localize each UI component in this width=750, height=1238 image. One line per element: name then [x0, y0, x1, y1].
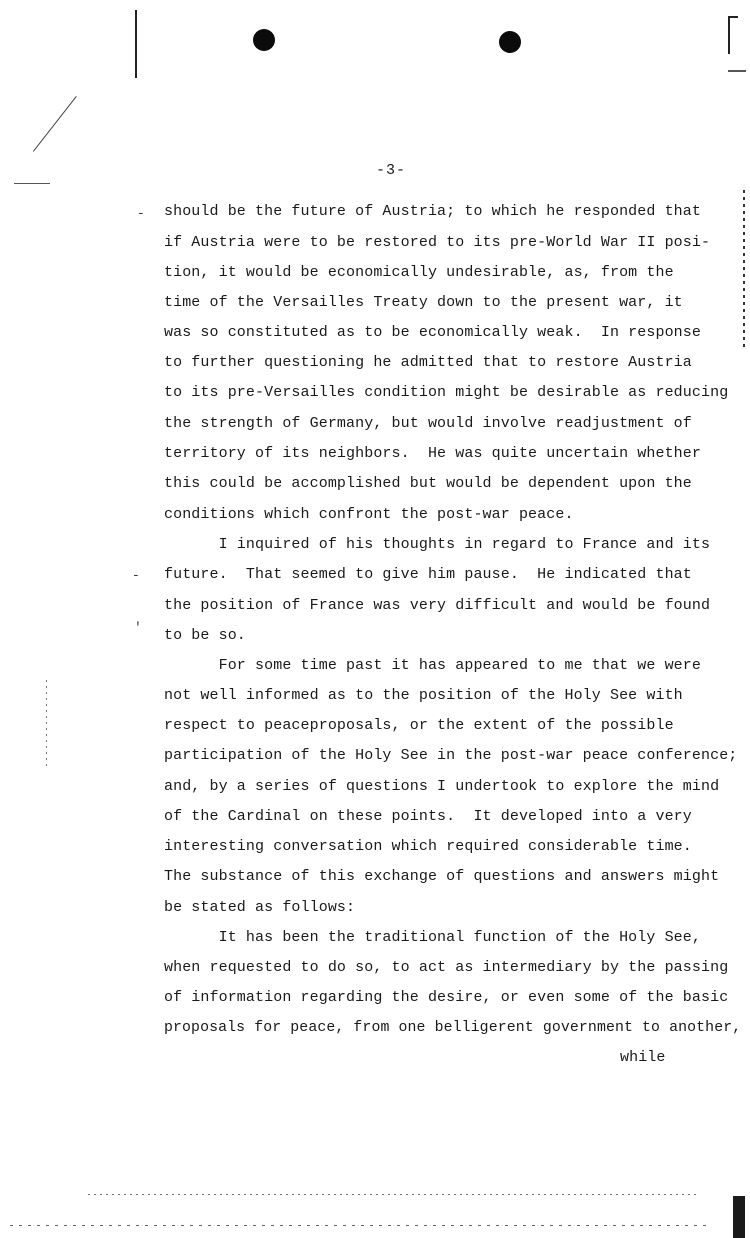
- text-line: future. That seemed to give him pause. He indicated that: [164, 566, 692, 583]
- text-line: was so constituted as to be economically weak. In response: [164, 324, 701, 341]
- text-line: to further questioning he admitted that to restore Austria: [164, 354, 692, 371]
- punch-hole-left: [253, 29, 275, 51]
- text-line: participation of the Holy See in the post-war peace conference;: [164, 747, 738, 764]
- margin-mark: -: [132, 568, 140, 583]
- text-line: respect to peaceproposals, or the extent of the possible: [164, 717, 674, 734]
- scan-artifact-line: [728, 70, 746, 72]
- scan-artifact-line: [33, 96, 77, 152]
- text-line: tion, it would be economically undesirable, as, from the: [164, 264, 674, 281]
- page-number: -3-: [376, 162, 407, 179]
- text-line: the strength of Germany, but would involve readjustment of: [164, 415, 692, 432]
- text-line: interesting conversation which required considerable time.: [164, 838, 692, 855]
- punch-hole-right: [499, 31, 521, 53]
- text-line: to be so.: [164, 627, 246, 644]
- scan-artifact-corner: [733, 1196, 745, 1238]
- scan-artifact-line: [135, 10, 137, 78]
- text-line: the position of France was very difficult and would be found: [164, 597, 711, 614]
- text-line: if Austria were to be restored to its pre-World War II posi-: [164, 234, 711, 251]
- text-line: not well informed as to the position of the Holy See with: [164, 687, 683, 704]
- text-line: should be the future of Austria; to which he responded that: [164, 203, 701, 220]
- scan-artifact-line: [14, 183, 50, 184]
- text-line: this could be accomplished but would be dependent upon the: [164, 475, 692, 492]
- text-line: of the Cardinal on these points. It developed into a very: [164, 808, 692, 825]
- margin-mark: ': [134, 620, 142, 635]
- scan-artifact-edge: [10, 1225, 710, 1226]
- text-line: and, by a series of questions I undertook to explore the mind: [164, 778, 720, 795]
- text-line: be stated as follows:: [164, 899, 356, 916]
- text-line: The substance of this exchange of questions and answers might: [164, 868, 720, 885]
- scan-artifact-edge: [743, 190, 745, 350]
- text-line: time of the Versailles Treaty down to the present war, it: [164, 294, 683, 311]
- text-line: territory of its neighbors. He was quite uncertain whether: [164, 445, 701, 462]
- text-line: It has been the traditional function of the Holy See,: [164, 929, 701, 946]
- text-line: I inquired of his thoughts in regard to France and its: [164, 536, 711, 553]
- scan-artifact-edge: [46, 680, 47, 770]
- text-line: proposals for peace, from one belligerent government to another,: [164, 1019, 742, 1036]
- scan-artifact-corner: [728, 16, 730, 54]
- catchword: while: [620, 1049, 666, 1066]
- scan-artifact-edge: [88, 1194, 698, 1195]
- margin-mark: -: [137, 206, 145, 221]
- text-line: of information regarding the desire, or even some of the basic: [164, 989, 729, 1006]
- text-line: to its pre-Versailles condition might be desirable as reducing: [164, 384, 729, 401]
- text-line: when requested to do so, to act as intermediary by the passing: [164, 959, 729, 976]
- text-line: conditions which confront the post-war peace.: [164, 506, 574, 523]
- text-line: For some time past it has appeared to me that we were: [164, 657, 701, 674]
